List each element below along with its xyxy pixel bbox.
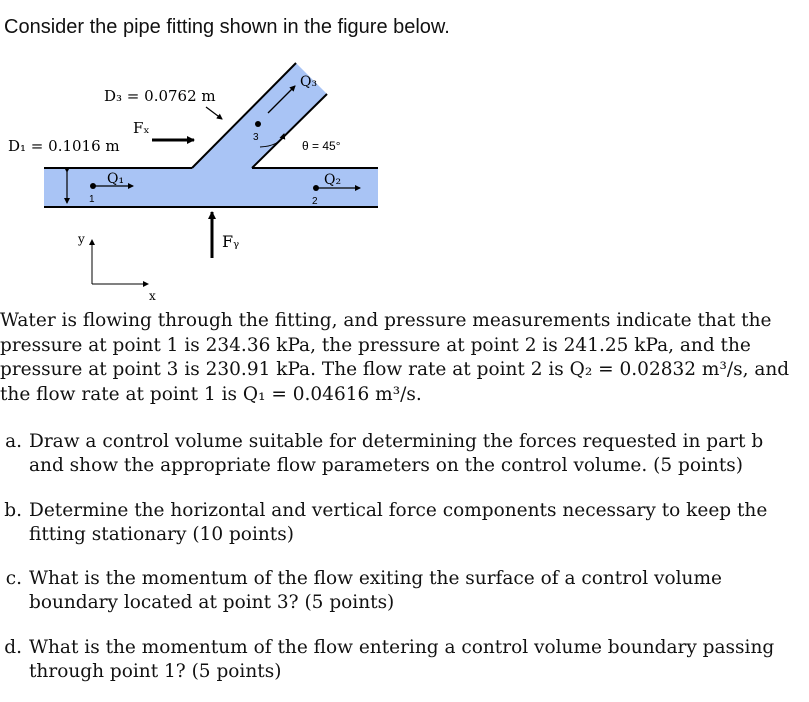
- question-a-letter: a.: [5, 431, 22, 452]
- problem-heading: Consider the pipe fitting shown in the figure below.: [4, 16, 450, 38]
- problem-statement: Water is flowing through the fitting, and pressure measurements indicate that the pressure at point 1 is 234.36 kPa, the pressure at point 2 is 241.25 kPa, and the pressure at point 3 is 230.91 kPa. The flow rate at point 2 is Q₂ = 0.02832 m³/s, and the flow rate at point 1 is Q₁ = 0.04616 m³/s.: [0, 310, 790, 405]
- question-b-letter: b.: [4, 500, 22, 521]
- q3-label: Q₃: [300, 74, 318, 90]
- point-3-label: 3: [253, 132, 259, 143]
- question-c-letter: c.: [5, 568, 22, 589]
- point-1-label: 1: [89, 194, 95, 205]
- d3-label: D₃ = 0.0762 m: [104, 87, 216, 105]
- x-axis-label: x: [149, 289, 156, 303]
- point-3-dot: [255, 121, 261, 127]
- question-d-letter: d.: [4, 637, 22, 658]
- point-2-label: 2: [312, 196, 318, 207]
- question-a-text: Draw a control volume suitable for determining the forces requested in part b and show the appropriate flow parameters on the control volume. (5 points): [29, 431, 764, 476]
- theta-label: θ = 45°: [302, 139, 341, 153]
- d1-label: D₁ = 0.1016 m: [8, 137, 120, 155]
- question-b-text: Determine the horizontal and vertical force components necessary to keep the fitting stationary (10 points): [29, 500, 768, 545]
- d3-leader-arrow: [206, 107, 222, 119]
- pipe-fitting-figure: [0, 60, 420, 306]
- question-c-text: What is the momentum of the flow exiting the surface of a control volume boundary located at point 3? (5 points): [29, 568, 722, 613]
- q1-label: Q₁: [107, 171, 125, 187]
- fx-label: Fₓ: [133, 119, 150, 137]
- q2-label: Q₂: [324, 172, 342, 188]
- question-d-text: What is the momentum of the flow entering a control volume boundary passing through point 1? (5 points): [29, 637, 775, 682]
- y-axis-label: y: [78, 232, 85, 246]
- fy-label: Fᵧ: [222, 232, 240, 251]
